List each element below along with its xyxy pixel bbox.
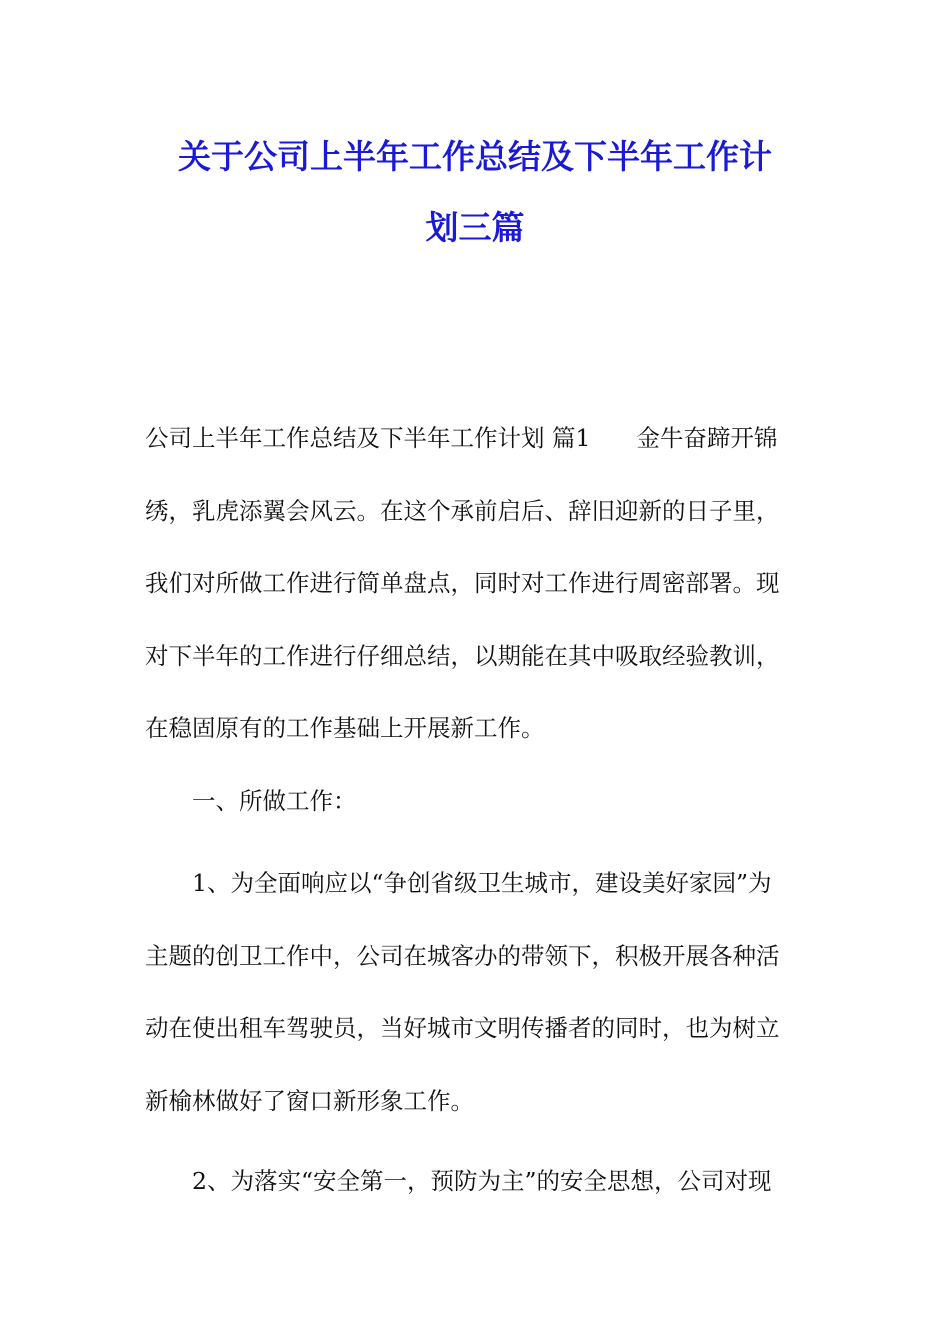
body-line-10: 新榆林做好了窗口新形象工作。 [145,1087,474,1115]
body-line-8: 主题的创卫工作中，公司在城客办的带领下，积极开展各种活 [145,942,780,970]
body-line-1-text: 金牛奋蹄开锦 [636,424,778,452]
body-line-11: 2、为落实“安全第一，预防为主”的安全思想，公司对现 [145,1167,772,1195]
body-line-1 [145,422,815,454]
section-heading-1: 公司上半年工作总结及下半年工作计划 篇1 [145,424,591,452]
body-line-4: 对下半年的工作进行仔细总结，以期能在其中吸取经验教训， [145,642,780,670]
document-title-line-2: 划三篇 [425,208,525,247]
body-line-5: 在稳固原有的工作基础上开展新工作。 [145,714,545,742]
body-line-9: 动在使出租车驾驶员，当好城市文明传播者的同时，也为树立 [145,1014,780,1042]
body-line-6: 一、所做工作： [145,787,357,815]
body-line-2: 绣，乳虎添翼会风云。在这个承前启后、辞旧迎新的日子里， [145,497,780,525]
body-line-7: 1、为全面响应以“争创省级卫生城市，建设美好家园”为 [145,869,772,897]
body-line-3: 我们对所做工作进行简单盘点，同时对工作进行周密部署。现 [145,569,780,597]
document-title-line-1: 关于公司上半年工作总结及下半年工作计 [178,137,772,176]
